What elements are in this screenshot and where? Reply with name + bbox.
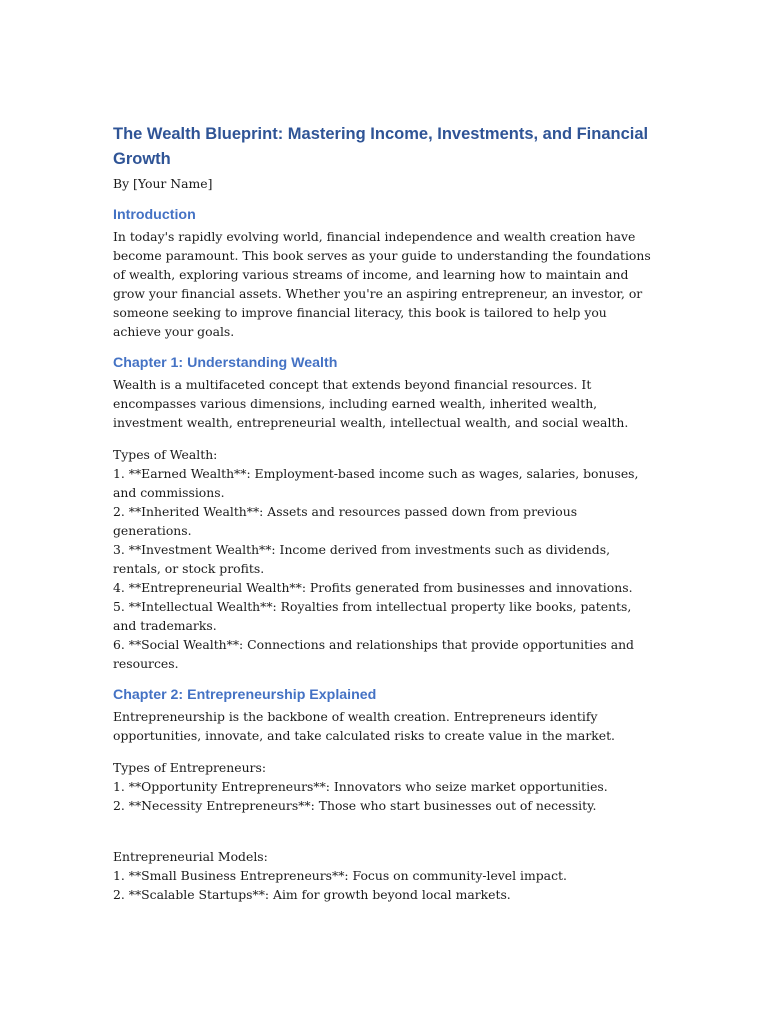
list-item: 2. **Scalable Startups**: Aim for growth beyond local markets. — [113, 887, 511, 902]
introduction-heading: Introduction — [113, 207, 196, 223]
wealth-types-label: Types of Wealth: — [113, 447, 218, 462]
document-title: The Wealth Blueprint: Mastering Income, Investments, and Financial Growth — [113, 125, 649, 168]
introduction-section — [113, 205, 658, 341]
chapter-2-section — [113, 685, 658, 904]
list-item: 5. **Intellectual Wealth**: Royalties from intellectual property like books, patents, and trademarks. — [113, 599, 632, 633]
list-item: 3. **Investment Wealth**: Income derived from investments such as dividends, rentals, or stock profits. — [113, 542, 611, 576]
author-byline: By [Your Name] — [113, 176, 213, 191]
entrepreneurial-models-list — [113, 866, 658, 904]
wealth-types-list — [113, 464, 658, 673]
entrepreneur-types-list — [113, 777, 658, 815]
chapter-2-heading: Chapter 2: Entrepreneurship Explained — [113, 687, 377, 703]
chapter-1-heading: Chapter 1: Understanding Wealth — [113, 355, 338, 371]
entrepreneur-types-label: Types of Entrepreneurs: — [113, 760, 267, 775]
list-item: 2. **Necessity Entrepreneurs**: Those who start businesses out of necessity. — [113, 798, 597, 813]
list-item: 1. **Small Business Entrepreneurs**: Focus on community-level impact. — [113, 868, 567, 883]
chapter-2-paragraph: Entrepreneurship is the backbone of wealth creation. Entrepreneurs identify opportunities, innovate, and take calculated risks to create value in the market. — [113, 709, 615, 743]
document-page — [113, 122, 658, 904]
list-item: 2. **Inherited Wealth**: Assets and resources passed down from previous generations. — [113, 504, 578, 538]
list-item: 4. **Entrepreneurial Wealth**: Profits generated from businesses and innovations. — [113, 580, 633, 595]
chapter-1-paragraph: Wealth is a multifaceted concept that extends beyond financial resources. It encompasses various dimensions, including earned wealth, inherited wealth, investment wealth, entrepreneurial wealth, intellectual wealth, and social wealth. — [113, 377, 629, 430]
entrepreneurial-models-label: Entrepreneurial Models: — [113, 849, 268, 864]
introduction-paragraph: In today's rapidly evolving world, financial independence and wealth creation have become paramount. This book serves as your guide to understanding the foundations of wealth, exploring various streams of income, and learning how to maintain and grow your financial assets. Whether you're an aspiring entrepreneur, an investor, or someone seeking to improve financial literacy, this book is tailored to help you achieve your goals. — [113, 229, 651, 339]
list-item: 1. **Opportunity Entrepreneurs**: Innovators who seize market opportunities. — [113, 779, 608, 794]
chapter-1-section — [113, 353, 658, 673]
list-item: 6. **Social Wealth**: Connections and relationships that provide opportunities and resources. — [113, 637, 634, 671]
list-item: 1. **Earned Wealth**: Employment-based income such as wages, salaries, bonuses, and commissions. — [113, 466, 639, 500]
